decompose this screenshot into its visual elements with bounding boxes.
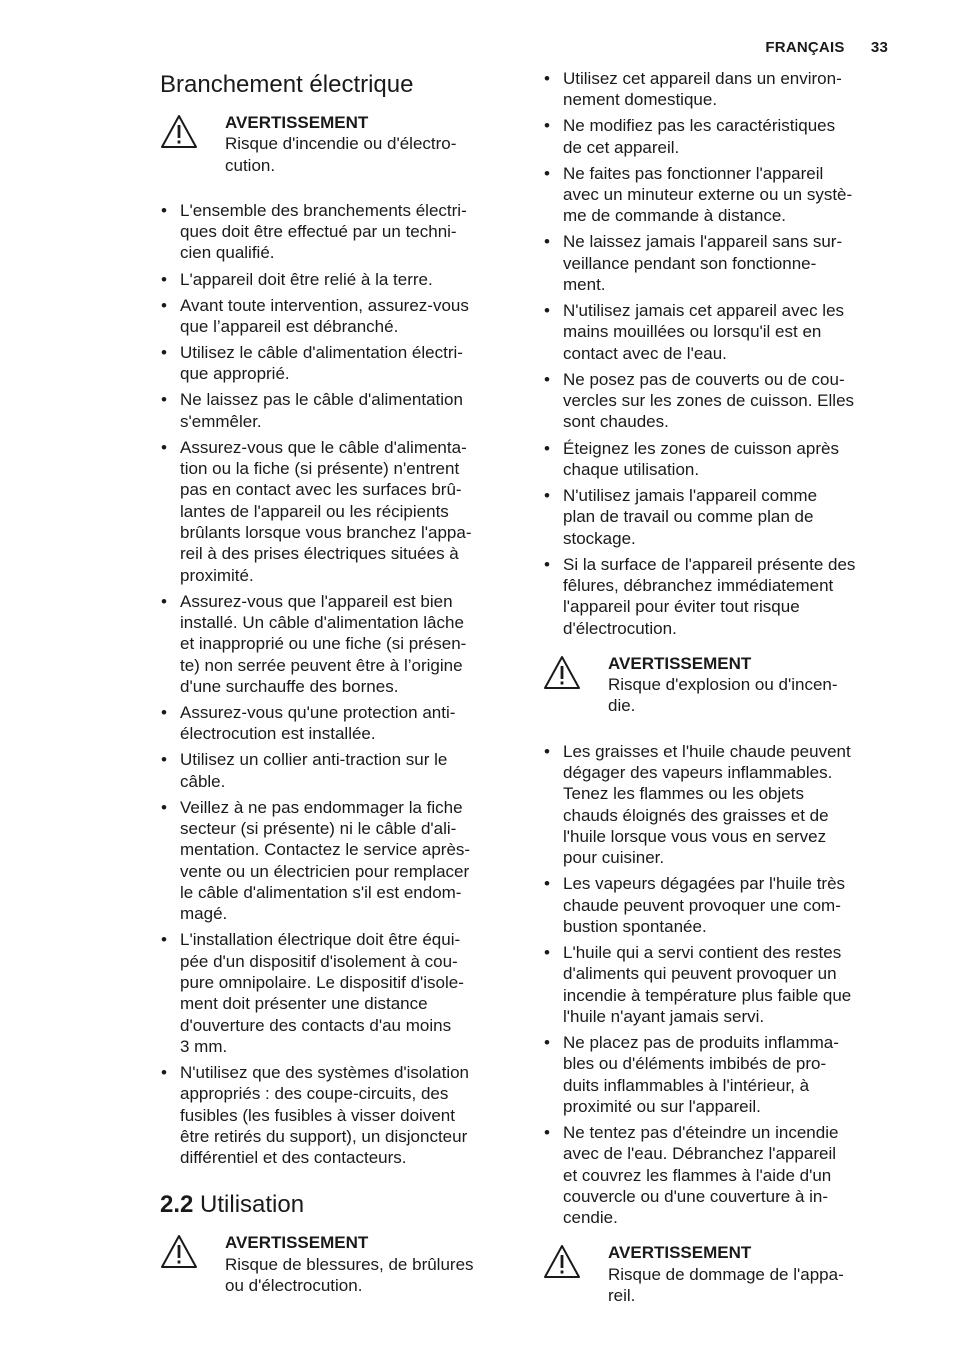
list-item-line: • L'ensemble des branchements électri- [180,200,467,220]
list-item-line: sont chaudes. [563,412,669,432]
list-item-line: ment. [563,275,606,295]
warning-title: AVERTISSEMENT [608,1243,752,1263]
bullet-list-utilisation [543,68,898,639]
list-item [543,554,898,639]
list-item-line: • L'huile qui a servi contient des restes [563,942,842,962]
warning-text-line: Risque d'incendie ou d'électro- [225,134,457,154]
warning-icon [543,1244,581,1280]
list-item [160,702,515,745]
warning-text-line: Risque de dommage de l'appa- [608,1264,844,1284]
warning-text-line: cution. [225,155,276,175]
list-item [543,942,898,1027]
list-item-line: d'ouverture des contacts d'au moins [180,1015,452,1035]
warning-box-blessures [160,1232,515,1296]
list-item-line: • Éteignez les zones de cuisson après [563,438,839,458]
list-item [543,873,898,937]
warning-icon [543,655,581,691]
warning-box-dommage [543,1242,898,1306]
warning-box-explosion [543,653,898,717]
list-item-line: fusibles (les fusibles à visser doivent [180,1105,455,1125]
list-item [160,342,515,385]
page-number: 33 [870,39,888,56]
list-item-line: l'appareil pour éviter tout risque [563,597,800,617]
bullet-list-graisses [543,741,898,1229]
list-item-line: • N'utilisez jamais l'appareil comme [563,485,818,505]
list-item-line: reil à des prises électriques situées à [180,544,459,564]
list-item [543,438,898,481]
list-item-line: l'huile n'ayant jamais servi. [563,1006,765,1026]
list-item-line: chaude peuvent provoquer une com- [563,895,841,915]
page-header [765,39,888,56]
list-item-line: ques doit être effectué par un techni- [180,222,457,242]
list-item [160,200,515,264]
section-title-utilisation [160,1188,515,1222]
warning-text-line: reil. [608,1286,636,1305]
right-column [543,68,898,1306]
list-item-line: • Ne laissez pas le câble d'alimentation [180,390,463,410]
list-item-line: • N'utilisez jamais cet appareil avec les [563,301,845,321]
list-item-line: lantes de l'appareil ou les récipients [180,501,449,521]
list-item-line: bles ou d'éléments imbibés de pro- [563,1054,827,1074]
list-item-line: bustion spontanée. [563,916,707,936]
list-item [160,269,515,290]
list-item-line: avec un minuteur externe ou un systè- [563,185,853,205]
section-title-branchement: Branchement électrique [160,71,414,98]
list-item-line: pour cuisiner. [563,848,665,868]
list-item-line: vente ou un électricien pour remplacer [180,861,470,881]
warning-text [225,133,515,176]
section-title-text: Utilisation [200,1191,305,1219]
list-item-line: chauds éloignés des graisses et de [563,805,829,825]
warning-icon [160,114,198,150]
warning-text-line: Risque de blessures, de brûlures [225,1254,474,1274]
list-item-line: câble. [180,771,226,791]
warning-text [608,674,898,717]
list-item-line: • Les vapeurs dégagées par l'huile très [563,874,846,894]
list-item-line: veillance pendant son fonctionne- [563,253,817,273]
list-item-line: Tenez les flammes ou les objets [563,784,804,804]
list-item-line: • Ne posez pas de couverts ou de cou- [563,369,845,389]
list-item-line: brûlants lorsque vous branchez l'appa- [180,523,472,543]
list-item-line: contact avec de l'eau. [563,343,727,363]
list-item [160,929,515,1057]
list-item-line: s'emmêler. [180,411,262,431]
language-label: FRANÇAIS [765,39,845,56]
list-item [160,389,515,432]
warning-text [608,1264,898,1307]
warning-title: AVERTISSEMENT [608,653,752,673]
list-item-line: • Les graisses et l'huile chaude peuvent [563,741,851,761]
list-item [543,485,898,549]
list-item-line: • Ne laissez jamais l'appareil sans sur- [563,232,843,252]
list-item-line: • Assurez-vous qu'une protection anti- [180,703,456,722]
list-item-line: • Assurez-vous que l'appareil est bien [180,591,453,611]
list-item-line: • N'utilisez que des systèmes d'isolation [180,1062,470,1082]
left-column [160,68,515,1296]
list-item-line: cien qualifié. [180,243,275,263]
list-item-line: proximité. [180,565,254,585]
list-item-line: et couvrez les flammes à l'aide d'un [563,1165,832,1185]
list-item-line: mentation. Contactez le service après- [180,840,471,860]
list-item [160,295,515,338]
list-item [543,115,898,158]
list-item [543,231,898,295]
list-item-line: appropriés : des coupe-circuits, des [180,1084,449,1104]
list-item-line: être retirés du support), un disjoncteur [180,1126,468,1146]
list-item-line: dégager des vapeurs inflammables. [563,762,833,782]
list-item-line: et inapproprié ou une fiche (si présen- [180,634,467,654]
warning-title: AVERTISSEMENT [225,1233,369,1253]
list-item-line: 3 mm. [180,1036,228,1056]
warning-icon [160,1234,198,1270]
list-item-line: mains mouillées ou lorsqu'il est en [563,322,822,342]
list-item [543,369,898,433]
list-item [160,437,515,586]
list-item-line: électrocution est installée. [180,724,376,744]
list-item-line: d'aliments qui peuvent provoquer un [563,964,837,984]
warning-text [225,1254,515,1297]
list-item-line: • Assurez-vous que le câble d'alimenta- [180,437,467,457]
list-item [543,1032,898,1117]
list-item-line: que l’appareil est débranché. [180,316,399,336]
section-number: 2.2 [160,1191,194,1219]
list-item-line: l'huile lorsque vous vous en servez [563,826,827,846]
list-item [543,68,898,111]
list-item-line: vercles sur les zones de cuisson. Elles [563,391,855,411]
list-item-line: d'électrocution. [563,618,677,638]
list-item-line: pure omnipolaire. Le dispositif d'isole- [180,972,464,992]
list-item-line: te) non serrée peuvent être à l’origine [180,655,463,675]
list-item [543,741,898,869]
list-item-line: incendie à température plus faible que [563,985,852,1005]
list-item-line: fêlures, débranchez immédiatement [563,575,834,595]
list-item-line: magé. [180,904,228,924]
list-item-line: le câble d'alimentation s'il est endom- [180,882,462,902]
list-item [160,797,515,925]
list-item-line: stockage. [563,528,636,548]
list-item-line: secteur (si présente) ni le câble d'ali- [180,819,457,839]
warning-text-line: die. [608,696,636,716]
warning-title: AVERTISSEMENT [225,113,369,132]
list-item-line: avec de l'eau. Débranchez l'appareil [563,1144,836,1164]
list-item-line: différentiel et des contacteurs. [180,1148,407,1168]
list-item-line: cendie. [563,1208,618,1228]
list-item-line: • Ne faites pas fonctionner l'appareil [563,163,824,183]
bullet-list-branchement [160,200,515,1169]
list-item-line: • Ne modifiez pas les caractéristiques [563,116,836,136]
list-item [160,1062,515,1168]
list-item-line: installé. Un câble d'alimentation lâche [180,613,464,633]
list-item-line: • L'appareil doit être relié à la terre. [180,269,433,289]
list-item-line: • Veillez à ne pas endommager la fiche [180,797,463,817]
list-item [543,163,898,227]
list-item-line: tion ou la fiche (si présente) n'entrent [180,459,460,479]
list-item-line: • Avant toute intervention, assurez-vous [180,295,469,315]
list-item-line: • Utilisez cet appareil dans un environ- [563,69,842,88]
warning-box-incendie [160,112,515,176]
list-item-line: plan de travail ou comme plan de [563,507,814,527]
list-item [543,300,898,364]
list-item-line: que approprié. [180,364,290,384]
list-item [160,591,515,697]
list-item-line: • Utilisez un collier anti-traction sur le [180,750,448,770]
list-item [160,749,515,792]
list-item-line: couvercle ou d'une couverture à in- [563,1186,829,1206]
warning-text-line: ou d'électrocution. [225,1276,363,1296]
list-item-line: duits inflammables à l'intérieur, à [563,1075,810,1095]
list-item-line: me de commande à distance. [563,206,787,226]
list-item-line: pée d'un dispositif d'isolement à cou- [180,951,458,971]
warning-text-line: Risque d'explosion ou d'incen- [608,675,838,695]
list-item-line: ment doit présenter une distance [180,994,428,1014]
list-item-line: • Si la surface de l'appareil présente des [563,554,856,574]
list-item-line: nement domestique. [563,90,718,110]
list-item-line: de cet appareil. [563,137,680,157]
list-item-line: • Ne tentez pas d'éteindre un incendie [563,1122,839,1142]
list-item-line: chaque utilisation. [563,459,700,479]
list-item-line: • Ne placez pas de produits inflamma- [563,1032,839,1052]
list-item-line: pas en contact avec les surfaces brû- [180,480,462,500]
list-item-line: proximité ou sur l'appareil. [563,1096,761,1116]
list-item [543,1122,898,1228]
list-item-line: d'une surchauffe des bornes. [180,676,399,696]
list-item-line: • Utilisez le câble d'alimentation électri- [180,343,463,363]
list-item-line: • L'installation électrique doit être équi- [180,930,461,950]
